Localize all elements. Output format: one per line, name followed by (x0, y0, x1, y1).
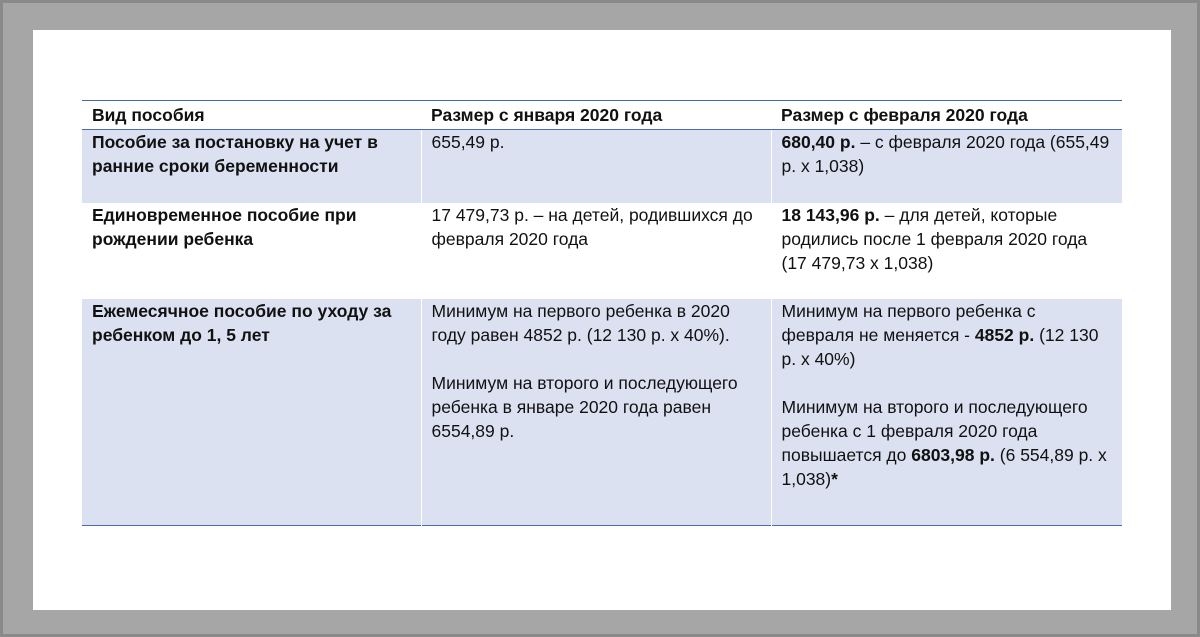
benefit-type-cell: Единовременное пособие при рождении ребенка (82, 203, 421, 299)
february-amount-note: – с февраля 2020 года (655,49 р. х 1,038) (781, 132, 1110, 176)
january-amount-text: 17 479,73 р. – на детей, родившихся до февраля 2020 года (431, 205, 753, 249)
february-amount-note: (12 130 р. х 40%) (781, 325, 1099, 369)
table-row (82, 299, 1122, 526)
january-amount-cell (421, 203, 771, 299)
february-amount-cell (771, 299, 1122, 526)
february-amount-cell (771, 130, 1122, 204)
february-amount-note: (6 554,89 р. х 1,038) (781, 445, 1107, 489)
february-amount-text (782, 130, 1113, 178)
table-row (82, 203, 1122, 299)
february-amount-value: 6803,98 р. (911, 445, 995, 465)
header-february-amount: Размер с февраля 2020 года (771, 101, 1122, 130)
february-amount-note: Минимум на второго и последующего ребенка с 1 февраля 2020 года повышается до (781, 397, 1088, 465)
footnote-marker: * (831, 469, 838, 489)
january-amount-text: Минимум на второго и последующего ребенка в январе 2020 года равен 6554,89 р. (431, 373, 738, 441)
february-amount-text (782, 395, 1113, 491)
january-amount-cell (421, 130, 771, 204)
benefit-type-cell: Пособие за постановку на учет в ранние сроки беременности (82, 130, 421, 204)
february-amount-note: Минимум на первого ребенка с февраля не меняется - (781, 301, 1036, 345)
benefits-table (82, 100, 1122, 526)
benefit-type-cell: Ежемесячное пособие по уходу за ребенком до 1, 5 лет (82, 299, 421, 526)
february-amount-text (782, 203, 1113, 275)
february-amount-value: 4852 р. (974, 325, 1035, 345)
table-header-row (82, 101, 1122, 130)
february-amount-cell (771, 203, 1122, 299)
table-row (82, 130, 1122, 204)
header-benefit-type: Вид пособия (82, 101, 421, 130)
january-amount-text: 655,49 р. (431, 132, 505, 152)
header-january-amount: Размер с января 2020 года (421, 101, 771, 130)
february-amount-text (782, 299, 1113, 371)
slide-page (33, 30, 1171, 610)
february-amount-value: 680,40 р. (781, 132, 856, 152)
january-amount-text: Минимум на первого ребенка в 2020 году равен 4852 р. (12 130 р. х 40%). (431, 301, 730, 345)
february-amount-note: – для детей, которые родились после 1 февраля 2020 года (17 479,73 х 1,038) (781, 205, 1088, 273)
january-amount-cell (421, 299, 771, 526)
february-amount-value: 18 143,96 р. (781, 205, 880, 225)
